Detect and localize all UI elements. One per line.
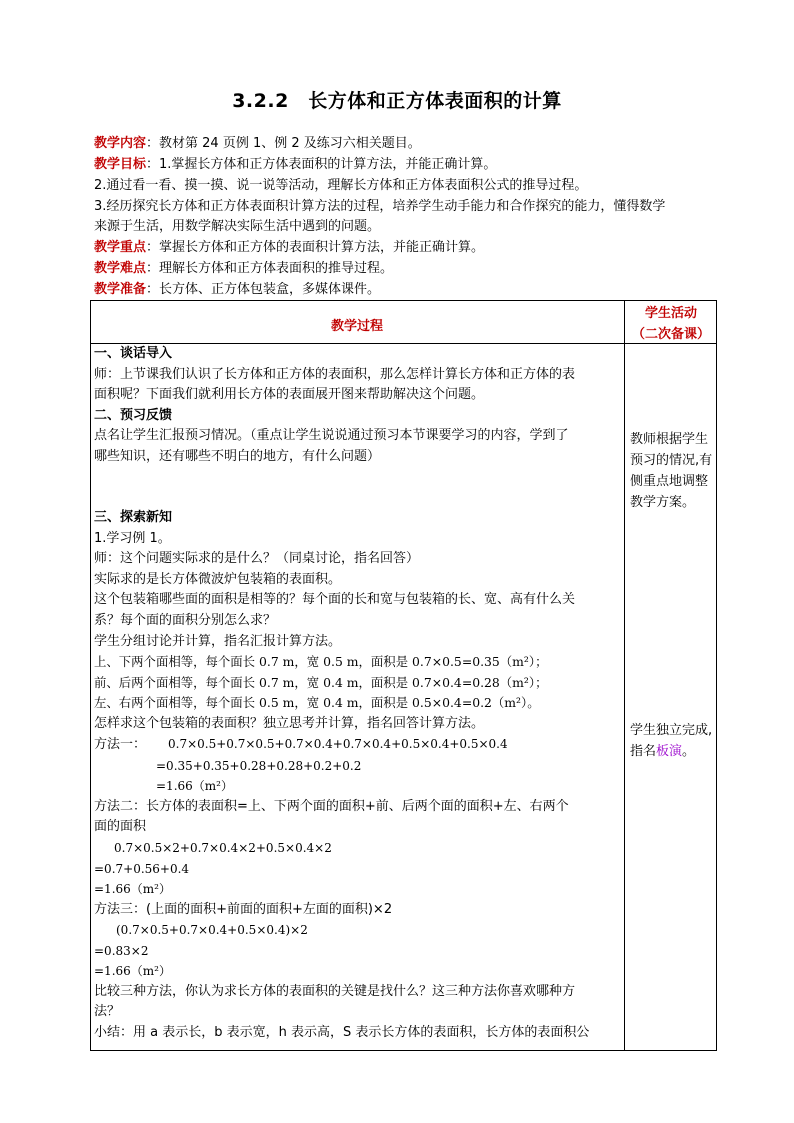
teaching-goal-line <box>94 155 724 176</box>
teaching-prep-label: 教学准备 <box>94 282 147 297</box>
text-line: 左、右两个面相等，每个面长 0.5 m，宽 0.4 m，面积是 0.5×0.4=0.2（m²）。 <box>94 695 540 711</box>
summary-line: 小结：用 a 表示长，b 表示宽，h 表示高，S 表示长方体的表面积，长方体的表面积公 <box>94 1024 590 1040</box>
method-one-step: =0.35+0.35+0.28+0.28+0.2+0.2 <box>156 758 362 773</box>
method-three-step: =1.66（m²） <box>94 964 171 979</box>
method-one-expression: 0.7×0.5+0.7×0.5+0.7×0.4+0.7×0.4+0.5×0.4+0.5×0.4 <box>168 737 508 752</box>
blank-spacer <box>94 467 624 508</box>
text-line: 上、下两个面相等，每个面长 0.7 m，宽 0.5 m，面积是 0.7×0.5=0.35（m²）； <box>94 654 548 670</box>
text-line: 方法三：(上面的面积+前面的面积+左面的面积)×2 <box>94 901 393 917</box>
text-line: 法？ <box>94 1004 121 1020</box>
header-teaching-process: 教学过程 <box>330 319 383 334</box>
board-demo-text: 板演 <box>656 744 683 759</box>
text-line: 比较三种方法，你认为求长方体的表面积的关键是找什么？这三种方法你喜欢哪种方 <box>94 983 576 999</box>
note-text: 学生独立完成,指名 <box>630 723 713 759</box>
teaching-key-text: ：掌握长方体和正方体的表面积计算方法，并能正确计算。 <box>146 240 485 255</box>
section-explore-heading: 三、探索新知 <box>94 510 173 526</box>
method-two-expression: 0.7×0.5×2+0.7×0.4×2+0.5×0.4×2 <box>114 841 332 856</box>
text-line: 面积呢？下面我们就利用长方体的表面展开图来帮助解决这个问题。 <box>94 387 485 403</box>
teaching-key-label: 教学重点 <box>94 240 147 255</box>
text-line: 1.学习例 1。 <box>94 530 171 546</box>
table-border-left <box>90 300 91 1051</box>
method-one-step: =1.66（m²） <box>156 779 233 794</box>
teaching-goal-text: ：1.掌握长方体和正方体表面积的计算方法，并能正确计算。 <box>146 157 497 172</box>
text-line: 这个包装箱哪些面的面积是相等的？每个面的长和宽与包装箱的长、宽、高有什么关 <box>94 592 576 608</box>
teaching-goal-3a: 3.经历探究长方体和正方体表面积计算方法的过程，培养学生动手能力和合作探究的能力，懂得数学 <box>94 199 666 214</box>
note-text-end: 。 <box>682 744 696 759</box>
header-student-activity: 学生活动 <box>644 306 697 321</box>
text-line: 师：这个问题实际求的是什么？（同桌讨论，指名回答） <box>94 551 420 567</box>
teaching-process-content <box>94 344 624 1044</box>
table-border-right <box>716 300 717 1051</box>
method-one-label: 方法一： <box>94 737 147 753</box>
text-line: 哪些知识，还有哪些不明白的地方，有什么问题） <box>94 448 381 464</box>
header-second-preparation: （二次备课） <box>631 327 710 342</box>
student-activity-note-preview: 教师根据学生预习的情况,有侧重点地调整教学方案。 <box>630 432 713 510</box>
method-two-step: =0.7+0.56+0.4 <box>94 861 190 876</box>
text-line: 师：上节课我们认识了长方体和正方体的表面积，那么怎样计算长方体和正方体的表 <box>94 366 576 382</box>
section-preview-heading: 二、预习反馈 <box>94 407 173 423</box>
teaching-difficulty-text: ：理解长方体和正方体表面积的推导过程。 <box>146 261 394 276</box>
method-three-step: =0.83×2 <box>94 943 149 958</box>
teaching-goal-2: 2.通过看一看、摸一摸、说一说等活动，理解长方体和正方体表面积公式的推导过程。 <box>94 178 588 193</box>
text-line: 实际求的是长方体微波炉包装箱的表面积。 <box>94 571 342 587</box>
method-three-expression: (0.7×0.5+0.7×0.4+0.5×0.4)×2 <box>116 923 308 938</box>
teaching-prep-line <box>94 280 724 301</box>
text-line: 面的面积 <box>94 819 147 835</box>
student-activity-note-board <box>630 720 716 762</box>
teaching-difficulty-label: 教学难点 <box>94 261 147 276</box>
section-intro-heading: 一、谈话导入 <box>94 346 173 361</box>
teaching-difficulty-line <box>94 259 724 280</box>
teaching-goal-3b: 来源于生活，用数学解决实际生活中遇到的问题。 <box>94 219 381 234</box>
method-one-line <box>94 734 624 756</box>
table-border-bottom <box>90 1050 717 1051</box>
teaching-content-label: 教学内容 <box>94 136 147 151</box>
teaching-content-text: ：教材第 24 页例 1、例 2 及练习六相关题目。 <box>146 136 421 151</box>
teaching-goal-label: 教学目标 <box>94 157 147 172</box>
teaching-key-line <box>94 238 724 259</box>
text-line: 方法二：长方体的表面积=上、下两个面的面积+前、后两个面的面积+左、右两个 <box>94 798 569 814</box>
page-title: 3.2.2 长方体和正方体表面积的计算 <box>232 90 562 112</box>
teaching-prep-text: ：长方体、正方体包装盒，多媒体课件。 <box>146 282 381 297</box>
text-line: 怎样求这个包装箱的表面积？独立思考并计算，指名回答计算方法。 <box>94 715 485 731</box>
text-line: 前、后两个面相等，每个面长 0.7 m，宽 0.4 m，面积是 0.7×0.4=0.28（m²）； <box>94 674 548 690</box>
text-line: 学生分组讨论并计算，指名汇报计算方法。 <box>94 633 342 649</box>
text-line: 系？每个面的面积分别怎么求？ <box>94 613 277 629</box>
teaching-content-line <box>94 134 724 155</box>
table-column-divider <box>624 300 625 1051</box>
method-two-step: =1.66（m²） <box>94 882 171 897</box>
text-line: 点名让学生汇报预习情况。（重点让学生说说通过预习本节课要学习的内容，学到了 <box>94 428 569 444</box>
table-border-top <box>90 300 717 301</box>
